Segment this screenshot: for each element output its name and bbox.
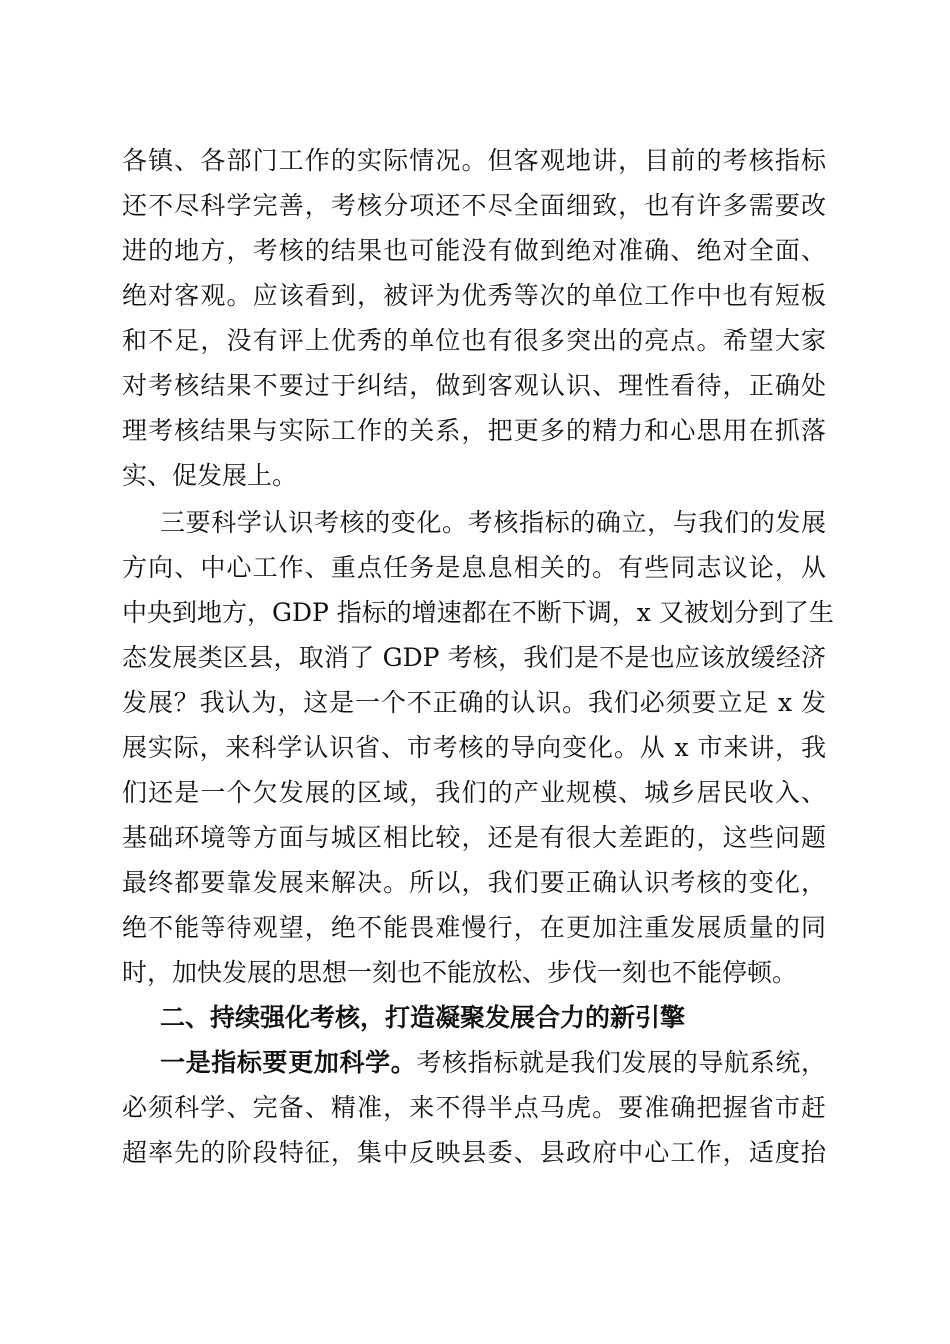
paragraph-line: 时，加快发展的思想一刻也不能放松、步伐一刻也不能停顿。	[122, 958, 798, 987]
section-heading-block	[122, 995, 826, 1040]
paragraph-line: 发展？我认为，这是一个不正确的认识。我们必须要立足 x 发	[122, 688, 826, 717]
section-heading: 二、持续强化考核，打造凝聚发展合力的新引擎	[160, 1003, 686, 1032]
paragraph-line: 三要科学认识考核的变化。考核指标的确立，与我们的发展	[160, 508, 826, 537]
paragraph-line: 还不尽科学完善，考核分项还不尽全面细致，也有许多需要改	[122, 191, 826, 220]
paragraph-lead: 一是指标要更加科学。	[160, 1048, 417, 1077]
paragraph-line: 绝对客观。应该看到，被评为优秀等次的单位工作中也有短板	[122, 281, 826, 310]
paragraph-line: 必须科学、完备、精准，来不得半点马虎。要准确把握省市赶	[122, 1093, 826, 1122]
paragraph-line: 绝不能等待观望，绝不能畏难慢行，在更加注重发展质量的同	[122, 913, 826, 942]
paragraph-line: 们还是一个欠发展的区域，我们的产业规模、城乡居民收入、	[122, 778, 826, 807]
paragraph-line: 基础环境等方面与城区相比较，还是有很大差距的，这些问题	[122, 823, 826, 852]
paragraph-line	[122, 1040, 826, 1085]
paragraph-line: 进的地方，考核的结果也可能没有做到绝对准确、绝对全面、	[122, 236, 826, 265]
paragraph-line: 和不足，没有评上优秀的单位也有很多突出的亮点。希望大家	[122, 326, 826, 355]
paragraph-line: 方向、中心工作、重点任务是息息相关的。有些同志议论，从	[122, 553, 826, 582]
paragraph-1	[122, 138, 826, 498]
paragraph-3	[122, 1040, 826, 1175]
paragraph-line: 中央到地方，GDP 指标的增速都在不断下调，x 又被划分到了生	[122, 598, 834, 627]
paragraph-line: 展实际，来科学认识省、市考核的导向变化。从 x 市来讲，我	[122, 733, 826, 762]
paragraph-line: 实、促发展上。	[122, 461, 298, 490]
paragraph-line: 对考核结果不要过于纠结，做到客观认识、理性看待，正确处	[122, 371, 826, 400]
paragraph-line: 超率先的阶段特征，集中反映县委、县政府中心工作，适度抬	[122, 1138, 826, 1167]
paragraph-line: 各镇、各部门工作的实际情况。但客观地讲，目前的考核指标	[122, 146, 826, 175]
paragraph-line-rest: 考核指标就是我们发展的导航系统，	[416, 1048, 826, 1077]
paragraph-line: 态发展类区县，取消了 GDP 考核，我们是不是也应该放缓经济	[122, 643, 826, 672]
paragraph-line: 理考核结果与实际工作的关系，把更多的精力和心思用在抓落	[122, 416, 826, 445]
paragraph-2	[122, 500, 834, 995]
paragraph-line: 最终都要靠发展来解决。所以，我们要正确认识考核的变化，	[122, 868, 826, 897]
